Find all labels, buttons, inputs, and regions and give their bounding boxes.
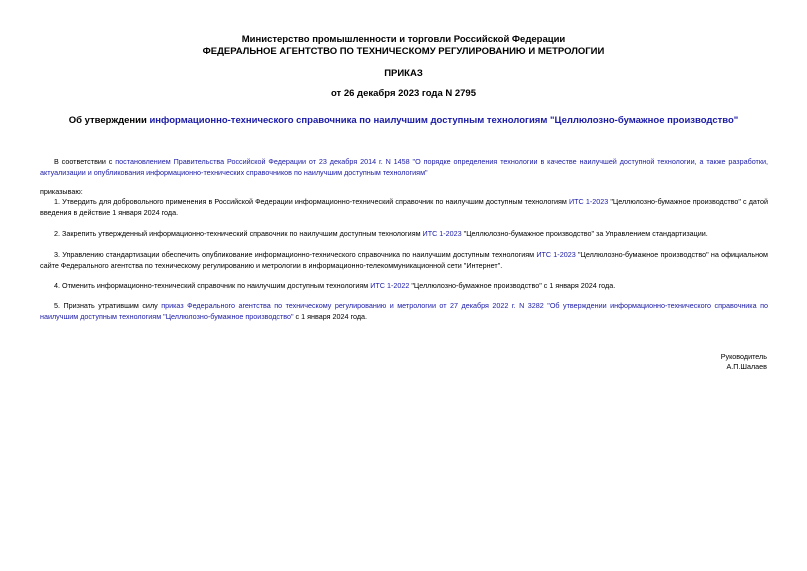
item-2-text-after: "Целлюлозно-бумажное производство" за Управлением стандартизации. <box>461 229 708 238</box>
doc-type: ПРИКАЗ <box>384 68 423 79</box>
item-2 <box>40 229 768 240</box>
item-3 <box>40 250 768 271</box>
signature-name: А.П.Шалаев <box>726 362 767 371</box>
item-4-text: 4. Отменить информационно-технический справочник по наилучшим доступным технологиям <box>54 281 371 290</box>
ministry-name: Министерство промышленности и торговли Российской Федерации <box>241 34 566 45</box>
item-3-link[interactable]: ИТС 1-2023 <box>536 250 576 259</box>
item-4 <box>40 281 768 292</box>
item-1-link[interactable]: ИТС 1-2023 <box>568 197 609 206</box>
item-1 <box>40 197 768 218</box>
item-1-text: 1. Утвердить для добровольного применения в Российской Федерации информационно-технический справочник по наилучшим доступным технологиям <box>54 197 569 206</box>
doc-date-number: от 26 декабря 2023 года N 2795 <box>330 88 476 99</box>
signature-block <box>721 352 767 372</box>
item-3-text: 3. Управлению стандартизации обеспечить опубликование информационно-технического справочника по наилучшим доступным технологиям <box>54 250 537 259</box>
preamble-link[interactable]: постановлением Правительства Российской Федерации от 23 декабря 2014 г. N 1458 "О порядке определения технологии в качестве наилучшей доступной технологии, а также разработки, актуализации и опубликования информационно-технических справочников по наилучшим доступным технологиям" <box>40 157 768 177</box>
order-word: приказываю: <box>40 187 83 196</box>
signature-position: Руководитель <box>720 352 767 361</box>
title-prefix: Об утверждении <box>68 115 150 126</box>
title-link[interactable]: информационно-технического справочника по наилучшим доступным технологиям "Целлюлозно-бумажное производство" <box>149 115 739 126</box>
item-1-text-after: "Целлюлозно-бумажное производство" с датой введения в действие 1 января 2024 года. <box>40 197 768 217</box>
preamble-text: В соответствии с <box>54 157 116 166</box>
agency-name: ФЕДЕРАЛЬНОЕ АГЕНТСТВО ПО ТЕХНИЧЕСКОМУ РЕГУЛИРОВАНИЮ И МЕТРОЛОГИИ <box>202 46 605 57</box>
item-4-text-after: "Целлюлозно-бумажное производство" с 1 января 2024 года. <box>409 281 616 290</box>
item-5-text-after: с 1 января 2024 года. <box>293 311 368 321</box>
item-2-text: 2. Закрепить утвержденный информационно-технический справочник по наилучшим доступным технологиям <box>54 229 423 238</box>
item-5-text: 5. Признать утратившим силу <box>54 301 162 310</box>
item-4-link[interactable]: ИТС 1-2022 <box>370 281 410 290</box>
item-2-link[interactable]: ИТС 1-2023 <box>422 229 462 238</box>
doc-title <box>0 115 807 126</box>
item-3-text-after: "Целлюлозно-бумажное производство" на официальном сайте Федерального агентства по техническому регулированию и метрологии в информационно-телекоммуникационной сети "Интернет". <box>40 250 768 270</box>
item-5 <box>40 301 768 322</box>
item-5-link[interactable]: приказ Федерального агентства по техническому регулированию и метрологии от 27 декабря 2022 г. N 3282 "Об утверждении информационно-технического справочника по наилучшим доступным технологиям "Целлюлозно-бумажное производство" <box>40 301 768 321</box>
preamble <box>40 157 768 178</box>
